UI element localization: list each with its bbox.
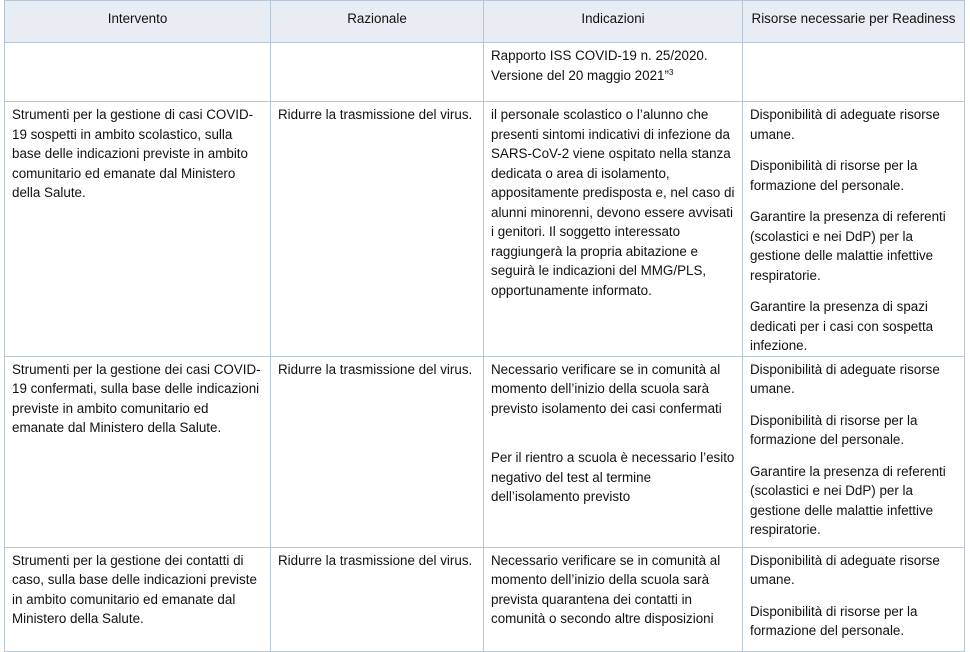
table-row (5, 547, 965, 651)
readiness-table (4, 0, 965, 652)
cell-risorse (743, 102, 965, 357)
risorsa-item: Disponibilità di adeguate risorse umane. (750, 552, 940, 587)
indicazione-item: Necessario verificare se in comunità al momento dell’inizio della scuola sarà previsto isolamento dei casi confermati (491, 361, 722, 416)
table-row (5, 102, 965, 357)
reference-line: Rapporto ISS COVID-19 n. 25/2020. (491, 48, 708, 63)
cell-indicazioni (484, 43, 743, 102)
cell-intervento: Strumenti per la gestione dei casi COVID-19 confermati, sulla base delle indicazioni previste in ambito comunitario ed emanate dal Ministero della Salute. (5, 356, 271, 547)
risorsa-item: Disponibilità di adeguate risorse umane. (750, 107, 940, 142)
reference-version: Versione del 20 maggio 2021” (491, 67, 669, 83)
cell-risorse (743, 356, 965, 547)
cell-intervento: Strumenti per la gestione di casi COVID-19 sospetti in ambito scolastico, sulla base delle indicazioni previste in ambito comunitario ed emanate dal Ministero della Salute. (5, 102, 271, 357)
header-row (5, 1, 965, 43)
cell-indicazioni: il personale scolastico o l’alunno che presenti sintomi indicativi di infezione da SARS-CoV-2 viene ospitato nella stanza dedicata o area di isolamento, appositamente predisposta e, nel caso di alunni minorenni, devono essere avvisati i genitori. Il soggetto interessato raggiungerà la propria abitazione e seguirà le indicazioni del MMG/PLS, opportunamente informato. (484, 102, 743, 357)
risorsa-item: Disponibilità di adeguate risorse umane. (750, 361, 940, 396)
cell-intervento (5, 43, 271, 102)
cell-risorse (743, 43, 965, 102)
indicazione-item: Per il rientro a scuola è necessario l’esito negativo del test al termine dell’isolamento previsto (491, 450, 735, 504)
header-razionale: Razionale (271, 1, 484, 43)
cell-razionale: Ridurre la trasmissione del virus. (271, 102, 484, 357)
cell-risorse (743, 547, 965, 651)
cell-razionale: Ridurre la trasmissione del virus. (271, 356, 484, 547)
header-risorse: Risorse necessarie per Readiness (743, 1, 965, 43)
table-row (5, 356, 965, 547)
cell-intervento: Strumenti per la gestione dei contatti di caso, sulla base delle indicazioni previste in ambito comunitario ed emanate dal Ministero della Salute. (5, 547, 271, 651)
cell-indicazioni (484, 356, 743, 547)
risorsa-item: Garantire la presenza di spazi dedicati per i casi con sospetta infezione. (750, 299, 934, 353)
risorsa-item: Garantire la presenza di referenti (scolastici e nei DdP) per la gestione delle malattie infettive respiratorie. (750, 209, 946, 283)
cell-razionale: Ridurre la trasmissione del virus. (271, 547, 484, 651)
header-indicazioni: Indicazioni (484, 1, 743, 43)
cell-razionale (271, 43, 484, 102)
table-row (5, 43, 965, 102)
risorsa-item: Garantire la presenza di referenti (scolastici e nei DdP) per la gestione delle malattie infettive respiratorie. (750, 463, 946, 537)
header-intervento: Intervento (5, 1, 271, 43)
risorsa-item: Disponibilità di risorse per la formazione del personale. (750, 158, 918, 193)
risorsa-item: Disponibilità di risorse per la formazione del personale. (750, 603, 918, 638)
risorsa-item: Disponibilità di risorse per la formazione del personale. (750, 412, 918, 447)
footnote-marker: 3 (668, 67, 674, 77)
cell-indicazioni: Necessario verificare se in comunità al momento dell’inizio della scuola sarà prevista quarantena dei contatti in comunità o secondo altre disposizioni (484, 547, 743, 651)
